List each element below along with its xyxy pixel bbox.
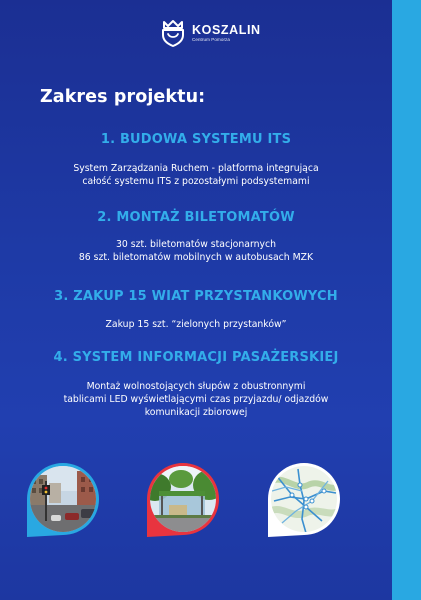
accent-side-strip bbox=[392, 0, 421, 600]
section-1-title: 1. BUDOWA SYSTEMU ITS bbox=[100, 132, 292, 147]
section-3-line-1: Zakup 15 szt. “zielonych przystanków” bbox=[105, 319, 287, 330]
section-2-line-1: 30 szt. biletomatów stacjonarnych bbox=[115, 239, 277, 250]
section-4-line-3: komunikacji zbiorowej bbox=[144, 407, 248, 418]
crowned-shield-icon bbox=[160, 19, 186, 47]
section-2-line-2: 86 szt. biletomatów mobilnych w autobusach MZK bbox=[78, 252, 314, 263]
section-2-title: 2. MONTAŻ BILETOMATÓW bbox=[97, 210, 295, 225]
section-3-title: 3. ZAKUP 15 WIAT PRZYSTANKOWYCH bbox=[54, 289, 338, 304]
section-3-body bbox=[0, 318, 392, 331]
koszalin-logo bbox=[160, 19, 261, 47]
section-4-line-1: Montaż wolnostojących słupów z obustronnymi bbox=[86, 381, 306, 392]
section-1-line-1: System Zarządzania Ruchem - platforma integrująca bbox=[73, 163, 319, 174]
logo-subtitle: Centrum Pomorza bbox=[192, 36, 231, 42]
city-network-map-photo bbox=[262, 461, 342, 541]
section-2-body bbox=[0, 238, 392, 264]
logo-name: KOSZALIN bbox=[192, 22, 261, 37]
street-intersection-photo bbox=[21, 461, 101, 541]
section-4-line-2: tablicami LED wyświetlającymi czas przyjazdu/ odjazdów bbox=[63, 394, 329, 405]
green-bus-shelter-photo bbox=[141, 461, 221, 541]
intro-title: Zakres projektu: bbox=[40, 87, 206, 107]
section-4-body bbox=[0, 380, 392, 419]
section-1-body bbox=[0, 162, 392, 188]
section-1-line-2: całość systemu ITS z pozostałymi podsystemami bbox=[82, 176, 310, 187]
section-4-title: 4. SYSTEM INFORMACJI PASAŻERSKIEJ bbox=[53, 350, 339, 365]
